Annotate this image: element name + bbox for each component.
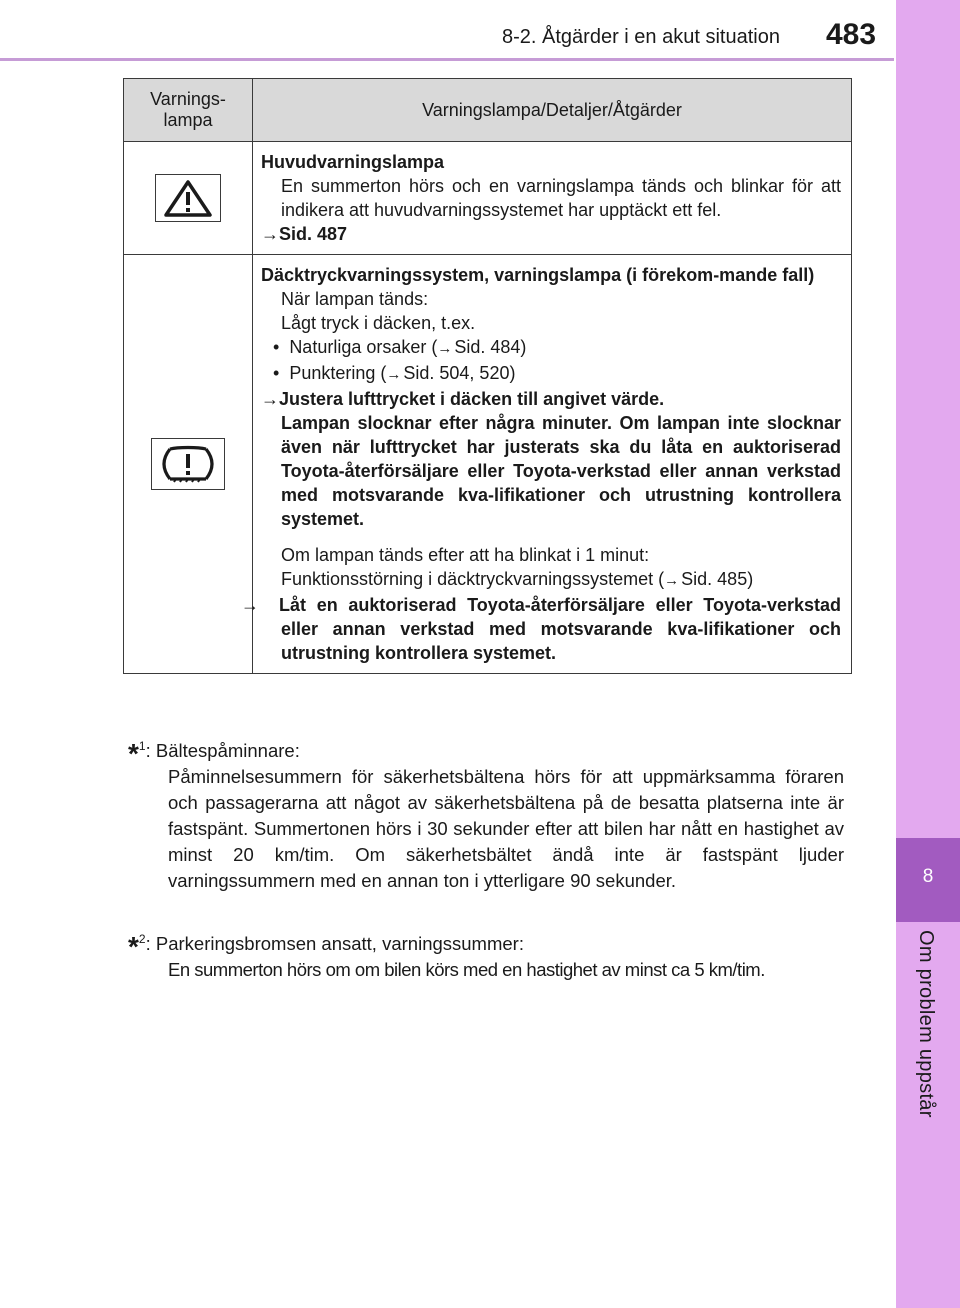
table-header-row: [124, 79, 852, 142]
chapter-label: Om problem uppstår: [915, 930, 937, 1118]
footnote-title: : Bältespåminnare:: [145, 740, 300, 762]
action-body: Lampan slocknar efter några minuter. Om lampan inte slocknar även när lufttrycket har justerats ska du låta en auktoriserad Toyota-återförsäljare eller Toyota-verkstad eller annan verkstad med motsvarande kva-lifikationer och utrustning kontrollera systemet.: [281, 413, 841, 529]
arrow-right-icon: →: [241, 595, 259, 615]
when-lamp-on-text: När lampan tänds:: [281, 289, 429, 309]
footnote-body: Påminnelsesummern för säkerhetsbältena hörs för att uppmärksamma föraren och passagerarna att något av säkerhetsbältena på de besatta platserna inte är fastspänt. Summertonen hörs i 30 sekunder efter att bilen har nått en hastighet av minst 20 km/tim. Om säkerhetsbältet ändå inte är fastspänt ljuder varningssummern med en annan ton i ytterligare 90 sekunder.: [168, 766, 844, 892]
column-header-details: Varningslampa/Detaljer/Åtgärder: [253, 79, 852, 142]
footnote-marker: *: [128, 931, 139, 963]
table-row: [124, 255, 852, 674]
action-line: [241, 593, 841, 665]
lamp-icon-cell: [124, 255, 253, 674]
column-header-lamp-line1: Varnings-: [150, 89, 226, 109]
page-number: 483: [826, 18, 877, 51]
arrow-right-icon: →: [386, 366, 402, 383]
list-item: [261, 335, 841, 361]
lamp-title: Huvudvarningslampa: [261, 152, 445, 172]
bullet-text: Naturliga orsaker (: [289, 337, 438, 357]
page-reference-link[interactable]: Sid. 484): [454, 337, 527, 357]
warning-triangle-icon: [155, 174, 221, 222]
table-row: [124, 142, 852, 255]
bullet-dot: •: [273, 363, 290, 383]
warning-lamp-table: [123, 78, 852, 674]
page-reference-link[interactable]: Sid. 485): [681, 569, 754, 589]
arrow-right-icon: →: [261, 224, 279, 244]
header-divider: [0, 58, 894, 61]
arrow-right-icon: →: [664, 572, 680, 589]
action-text: Låt en auktoriserad Toyota-återförsäljare eller Toyota-verkstad eller annan verkstad med motsvarande kva-lifikationer och utrustning kontrollera systemet.: [279, 595, 841, 663]
footnote-title-line: [128, 733, 844, 770]
lamp-details-cell: [253, 142, 852, 255]
spacer: [261, 531, 841, 543]
page-reference-link[interactable]: Sid. 487: [279, 224, 348, 244]
section-title: 8-2. Åtgärder i en akut situation: [502, 26, 780, 48]
footnote: [128, 926, 844, 983]
bullet-dot: •: [273, 337, 290, 357]
action-line: [261, 387, 841, 411]
tire-pressure-warning-icon: [151, 438, 225, 490]
bullet-text: Punktering (: [289, 363, 387, 383]
column-header-lamp-line2: lampa: [163, 110, 213, 130]
footnote: [128, 733, 844, 894]
lamp-icon-cell: [124, 142, 253, 255]
footnote-number: 2: [138, 932, 146, 946]
cause-text: Lågt tryck i däcken, t.ex.: [281, 313, 476, 333]
fault-description: Funktionsstörning i däcktryckvarningssystemet (: [281, 569, 665, 589]
lamp-description: En summerton hörs och en varningslampa tänds och blinkar för att indikera att huvudvarningssystemet har upptäckt ett fel.: [281, 176, 841, 220]
blink-fault-text: [261, 567, 841, 593]
action-title: Justera lufttrycket i däcken till angivet värde.: [279, 389, 665, 409]
blink-intro-text: Om lampan tänds efter att ha blinkat i 1 minut:: [281, 545, 650, 565]
chapter-number: 8: [922, 866, 934, 887]
footnote-title-line: [128, 926, 844, 963]
column-header-lamp: [124, 79, 253, 142]
lamp-details-cell: [241, 255, 852, 674]
action-line: [261, 222, 841, 246]
arrow-right-icon: →: [261, 389, 279, 409]
list-item: [261, 361, 841, 387]
arrow-right-icon: →: [437, 340, 453, 357]
page-reference-link[interactable]: Sid. 504, 520): [403, 363, 516, 383]
footnote-body: En summerton hörs om om bilen körs med en hastighet av minst ca 5 km/tim.: [168, 959, 765, 981]
footnote-title: : Parkeringsbromsen ansatt, varningssummer:: [145, 933, 524, 955]
footnote-number: 1: [138, 739, 146, 753]
footnote-marker: *: [128, 738, 139, 770]
lamp-title: Däcktryckvarningssystem, varningslampa (i förekom-mande fall): [261, 265, 815, 285]
